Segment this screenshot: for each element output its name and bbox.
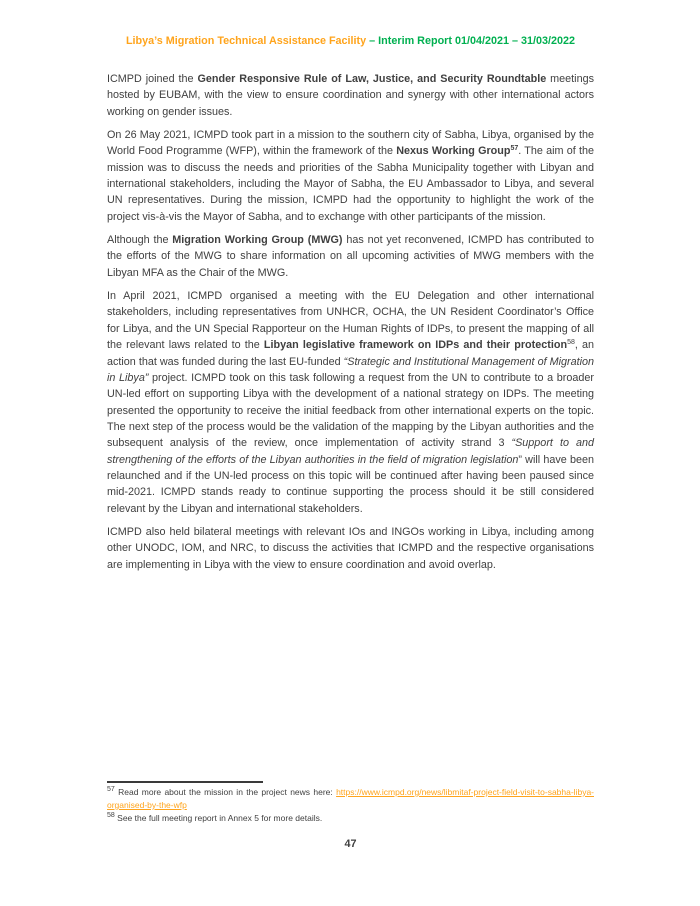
text-run: In April 2021, ICMPD organised a meeting with the EU Delegation and other international stakeholders, including representatives from UNHCR, OCHA, the UN Resident Coordinator’s Office for Libya, and the UN Special Rapporteur on the Human Rights of IDPs, to present the mapping of all the relevant laws related to the (107, 290, 594, 352)
paragraph (107, 232, 594, 281)
header-facility-title: Libya’s Migration Technical Assistance Facility (125, 35, 370, 47)
text-run: “Support to and strengthening of the efforts of the Libyan authorities in the field of migration legislation (107, 437, 595, 466)
text-run: ” will have been relaunched and if the UN-led process on this topic will be continued after having been paused since mid-2021. ICMPD stands ready to continue supporting the process should it be still considered relevant by the Libyan and international stakeholders. (107, 453, 595, 515)
paragraph (107, 127, 594, 225)
page-number: 47 (344, 838, 357, 850)
document-body (107, 71, 594, 580)
header-report-title: – Interim Report 01/04/2021 – 31/03/2022 (369, 35, 576, 47)
footnote-section (107, 781, 594, 825)
footnote-link[interactable]: https://www.icmpd.org/news/libmitaf-project-field-visit-to-sabha-libya-organised-by-the-wfp (107, 787, 594, 810)
text-run: Read more about the mission in the project news here: (114, 787, 337, 797)
footnote-separator (107, 781, 263, 783)
text-run: 57 (510, 145, 519, 153)
text-run: Although the (107, 234, 173, 247)
text-run: Libyan legislative framework on IDPs and their protection (263, 339, 568, 352)
text-run: ICMPD also held bilateral meetings with relevant IOs and INGOs working in Libya, including among other UNODC, IOM, and NRC, to discuss the activities that ICMPD and the respective organisations are implementing in Libya with the view to ensure coordination and avoid overlap. (107, 525, 594, 571)
footnote (107, 786, 594, 812)
text-run: Nexus Working Group (396, 145, 511, 158)
text-run: , an action that was funded during the last EU-funded (107, 339, 595, 368)
text-run: Gender Responsive Rule of Law, Justice, and Security Roundtable (197, 73, 547, 85)
footnote (107, 812, 594, 825)
text-run: . The aim of the mission was to discuss the needs and priorities of the Sabha Municipality together with Libyan and international stakeholders, including the Mayor of Sabha, the EU Ambassador to Libya, and several UN representatives. During the mission, ICMPD had the opportunity to highlight the work of the project vis-à-vis the Mayor of Sabha, and to exchange with other participants of the mission. (107, 145, 594, 223)
text-run: meetings hosted by EUBAM, with the view to ensure coordination and synergy with other international actors working on gender issues. (107, 73, 594, 118)
paragraph (107, 71, 594, 120)
text-run: On 26 May 2021, ICMPD took part in a mission to the southern city of Sabha, Libya, organised by the World Food Programme (WFP), within the framework of the (107, 129, 594, 158)
page-header (107, 34, 594, 48)
text-run: project. ICMPD took on this task following a request from the UN to contribute to a broader UN-led effort on supporting Libya with the development of a national strategy on IDPs. The meeting presented the opportunity to receive the initial feedback from other international experts on the topic. The next step of the process would be the validation of the mapping by the Libyan authorities and the subsequent analysis of the review, once implementation of activity strand 3 (107, 371, 594, 450)
text-run: Migration Working Group (MWG) (172, 234, 343, 247)
text-run: See the full meeting report in Annex 5 for more details. (114, 813, 323, 823)
text-run: “Strategic and Institutional Management of Migration in Libya” (107, 355, 595, 384)
footnote-list (107, 786, 594, 825)
text-run: has not yet reconvened, ICMPD has contributed to the efforts of the MWG to share information on all upcoming activities of MWG members with the Libyan MFA as the Chair of the MWG. (107, 234, 594, 279)
text-run: 58 (567, 339, 575, 347)
text-run: ICMPD joined the (107, 73, 198, 85)
paragraph (107, 288, 594, 517)
footnote-marker: 57 (107, 786, 115, 793)
paragraph (107, 524, 594, 573)
footnote-marker: 58 (107, 812, 115, 819)
